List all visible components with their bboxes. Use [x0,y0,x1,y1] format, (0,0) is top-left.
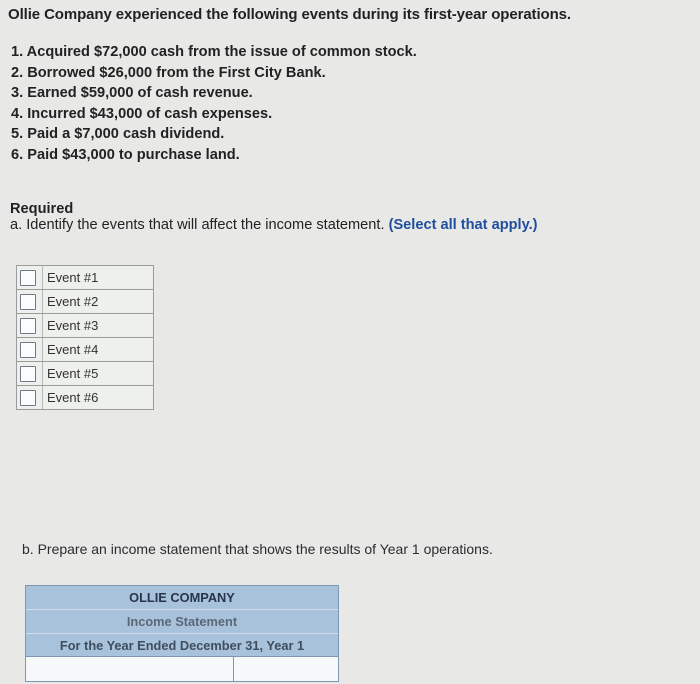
event-4-checkbox[interactable] [20,342,36,358]
checklist-row-event-5[interactable] [17,361,153,385]
statement-period: For the Year Ended December 31, Year 1 [26,633,338,657]
line-item-description-cell[interactable] [26,657,234,681]
event-item: 1. Acquired $72,000 cash from the issue of common stock. [11,44,417,60]
event-1-label[interactable]: Event #1 [42,266,153,289]
event-item: 4. Incurred $43,000 of cash expenses. [11,105,273,122]
event-5-checkbox[interactable] [20,366,36,382]
checklist-row-event-4[interactable] [17,337,153,361]
statement-title: Income Statement [26,609,338,633]
select-all-note: (Select all that apply.) [388,217,538,233]
question-a-text: a. Identify the events that will affect the income statement. [10,217,385,233]
event-list [11,42,417,165]
statement-company-name: OLLIE COMPANY [129,590,235,605]
event-6-checkbox[interactable] [20,390,36,406]
checklist-row-event-2[interactable] [17,289,153,313]
event-2-label[interactable]: Event #2 [42,290,153,313]
event-6-label[interactable]: Event #6 [42,386,153,409]
line-item-description-input[interactable] [26,657,233,681]
event-5-label[interactable]: Event #5 [42,362,153,385]
event-4-label[interactable]: Event #4 [42,338,153,361]
question-b: b. Prepare an income statement that shows the results of Year 1 operations. [22,541,493,557]
line-item-amount-cell[interactable] [234,657,338,681]
question-a [10,217,538,233]
statement-answer-row [25,656,339,682]
event-3-checkbox[interactable] [20,318,36,334]
problem-intro: Ollie Company experienced the following events during its first-year operations. [8,6,571,23]
required-heading: Required [10,201,74,217]
checklist-row-event-1[interactable] [17,266,153,289]
line-item-amount-input[interactable] [234,657,338,681]
event-item: 2. Borrowed $26,000 from the First City Bank. [11,64,326,81]
event-item: 3. Earned $59,000 of cash revenue. [11,85,253,101]
event-item: 5. Paid a $7,000 cash dividend. [11,126,225,142]
checklist-row-event-3[interactable] [17,313,153,337]
event-checklist [16,265,154,410]
event-item: 6. Paid $43,000 to purchase land. [11,146,240,163]
income-statement-header [25,585,339,658]
event-2-checkbox[interactable] [20,294,36,310]
checklist-row-event-6[interactable] [17,385,153,409]
event-3-label[interactable]: Event #3 [42,314,153,337]
event-1-checkbox[interactable] [20,270,36,286]
